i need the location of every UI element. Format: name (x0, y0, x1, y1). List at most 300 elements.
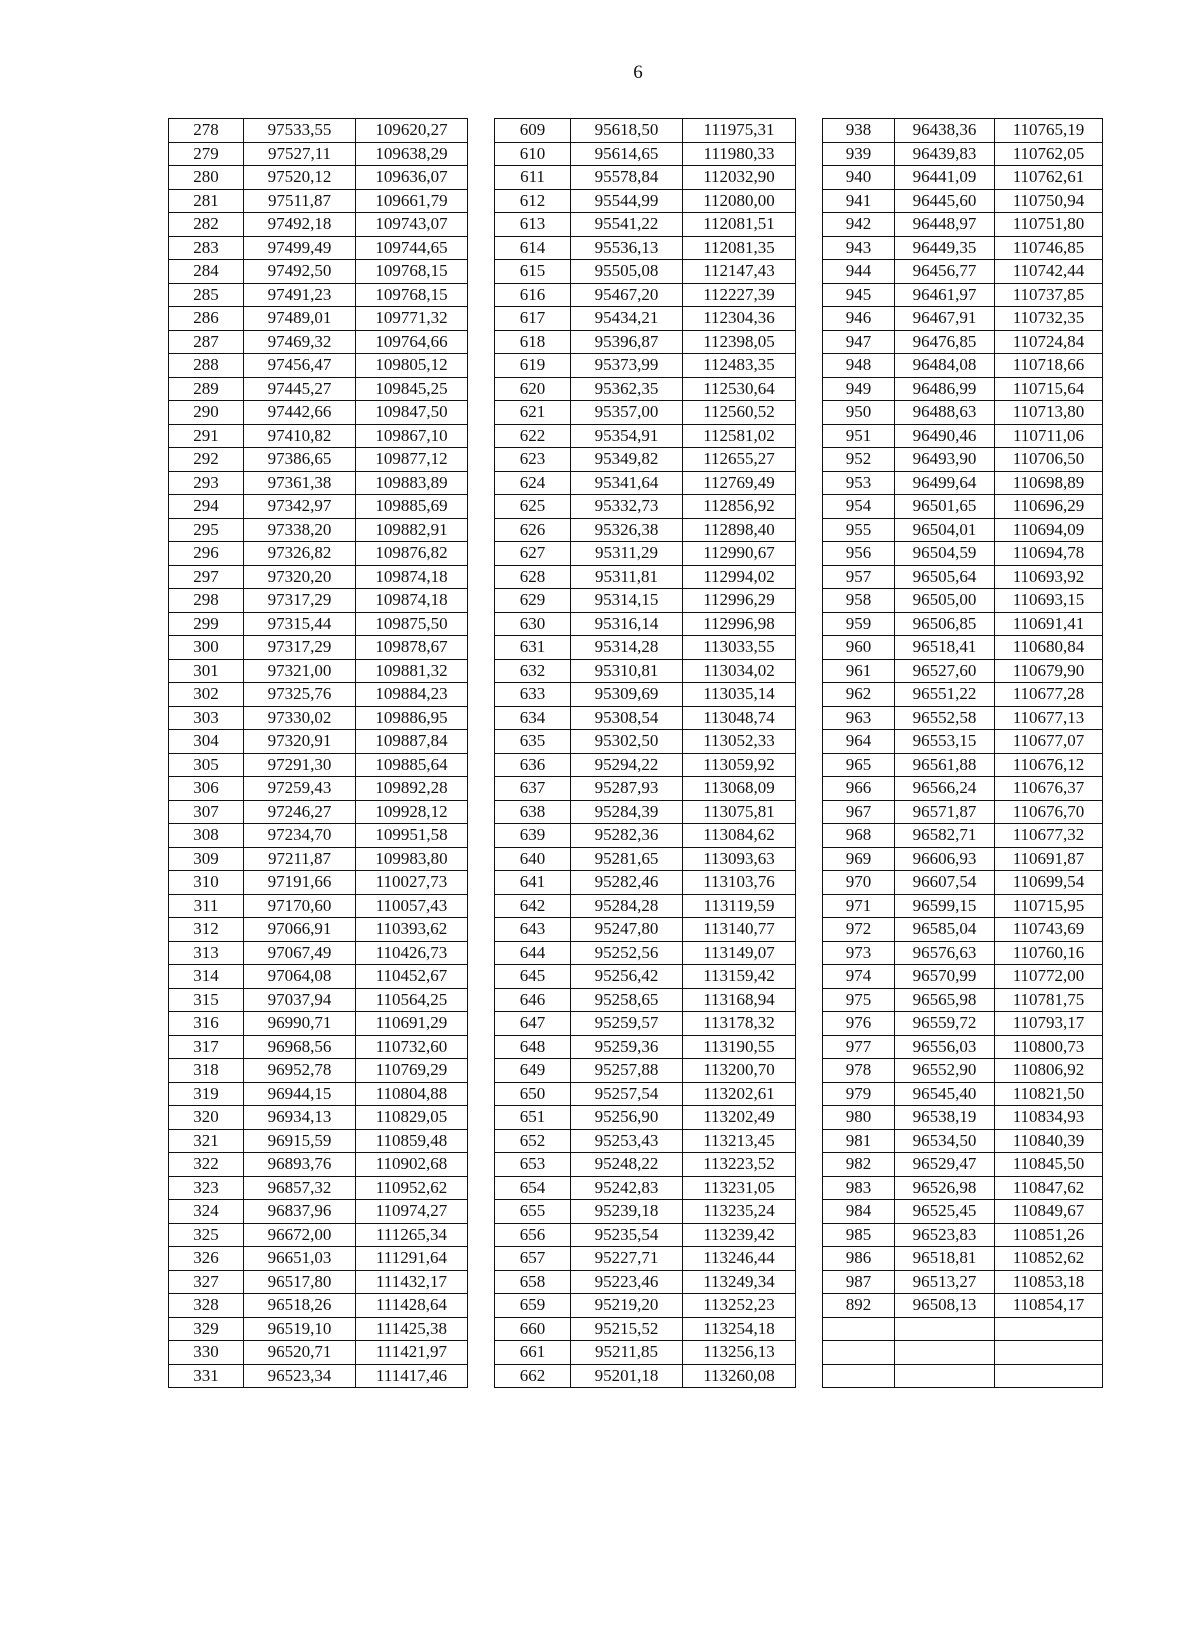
point-number-cell: 613 (495, 213, 571, 237)
y-coordinate-cell: 113035,14 (683, 683, 796, 707)
point-number-cell: 970 (823, 871, 895, 895)
point-number-cell: 642 (495, 894, 571, 918)
column-gap (796, 1341, 823, 1365)
point-number-cell: 982 (823, 1153, 895, 1177)
point-number-cell: 892 (823, 1294, 895, 1318)
point-number-cell: 962 (823, 683, 895, 707)
point-number-cell: 945 (823, 283, 895, 307)
point-number-cell: 308 (169, 824, 244, 848)
point-number-cell: 650 (495, 1082, 571, 1106)
table-row (169, 518, 1103, 542)
x-coordinate-cell: 96565,98 (895, 988, 995, 1012)
point-number-cell: 329 (169, 1317, 244, 1341)
column-gap (796, 260, 823, 284)
x-coordinate-cell: 95396,87 (571, 330, 683, 354)
x-coordinate-cell: 97320,91 (244, 730, 356, 754)
column-gap (796, 518, 823, 542)
column-gap (796, 236, 823, 260)
table-row (169, 307, 1103, 331)
y-coordinate-cell: 110027,73 (356, 871, 468, 895)
point-number-cell: 977 (823, 1035, 895, 1059)
point-number-cell: 286 (169, 307, 244, 331)
point-number-cell: 657 (495, 1247, 571, 1271)
point-number-cell: 652 (495, 1129, 571, 1153)
column-gap (796, 142, 823, 166)
point-number-cell: 330 (169, 1341, 244, 1365)
x-coordinate-cell: 95257,88 (571, 1059, 683, 1083)
x-coordinate-cell: 95227,71 (571, 1247, 683, 1271)
point-number-cell: 938 (823, 119, 895, 143)
y-coordinate-cell: 110952,62 (356, 1176, 468, 1200)
column-gap (468, 424, 495, 448)
x-coordinate-cell: 95257,54 (571, 1082, 683, 1106)
column-gap (468, 542, 495, 566)
y-coordinate-cell: 109876,82 (356, 542, 468, 566)
x-coordinate-cell: 95332,73 (571, 495, 683, 519)
point-number-cell: 944 (823, 260, 895, 284)
y-coordinate-cell: 109867,10 (356, 424, 468, 448)
table-row (169, 988, 1103, 1012)
x-coordinate-cell: 97246,27 (244, 800, 356, 824)
y-coordinate-cell: 113048,74 (683, 706, 796, 730)
y-coordinate-cell: 110696,29 (995, 495, 1103, 519)
column-gap (468, 777, 495, 801)
x-coordinate-cell: 96857,32 (244, 1176, 356, 1200)
x-coordinate-cell: 96518,41 (895, 636, 995, 660)
x-coordinate-cell: 97445,27 (244, 377, 356, 401)
point-number-cell: 633 (495, 683, 571, 707)
point-number-cell: 322 (169, 1153, 244, 1177)
y-coordinate-cell: 109928,12 (356, 800, 468, 824)
point-number-cell: 294 (169, 495, 244, 519)
y-coordinate-cell: 110760,16 (995, 941, 1103, 965)
x-coordinate-cell: 95544,99 (571, 189, 683, 213)
x-coordinate-cell: 96518,26 (244, 1294, 356, 1318)
y-coordinate-cell: 112898,40 (683, 518, 796, 542)
page-number: 6 (633, 62, 643, 83)
table-row (169, 1035, 1103, 1059)
x-coordinate-cell: 97410,82 (244, 424, 356, 448)
x-coordinate-cell: 96551,22 (895, 683, 995, 707)
y-coordinate-cell: 110840,39 (995, 1129, 1103, 1153)
table-row (169, 1270, 1103, 1294)
y-coordinate-cell: 111421,97 (356, 1341, 468, 1365)
y-coordinate-cell: 109878,67 (356, 636, 468, 660)
point-number-cell: 660 (495, 1317, 571, 1341)
point-number-cell: 965 (823, 753, 895, 777)
x-coordinate-cell: 97499,49 (244, 236, 356, 260)
x-coordinate-cell: 95219,20 (571, 1294, 683, 1318)
table-row (169, 495, 1103, 519)
y-coordinate-cell: 110691,41 (995, 612, 1103, 636)
x-coordinate-cell: 95341,64 (571, 471, 683, 495)
point-number-cell: 319 (169, 1082, 244, 1106)
x-coordinate-cell: 96486,99 (895, 377, 995, 401)
x-coordinate-cell: 96990,71 (244, 1012, 356, 1036)
point-number-cell: 943 (823, 236, 895, 260)
y-coordinate-cell: 109744,65 (356, 236, 468, 260)
table-row (169, 918, 1103, 942)
x-coordinate-cell: 96556,03 (895, 1035, 995, 1059)
point-number-cell: 290 (169, 401, 244, 425)
table-row (169, 189, 1103, 213)
point-number-cell: 958 (823, 589, 895, 613)
x-coordinate-cell: 96552,58 (895, 706, 995, 730)
column-gap (796, 213, 823, 237)
table-row (169, 824, 1103, 848)
column-gap (468, 1059, 495, 1083)
column-gap (468, 1341, 495, 1365)
x-coordinate-cell: 96501,65 (895, 495, 995, 519)
coordinates-table (168, 118, 1103, 1388)
column-gap (796, 730, 823, 754)
column-gap (468, 377, 495, 401)
y-coordinate-cell: 111291,64 (356, 1247, 468, 1271)
column-gap (796, 471, 823, 495)
table-row (169, 142, 1103, 166)
y-coordinate-cell (995, 1341, 1103, 1365)
y-coordinate-cell: 112081,51 (683, 213, 796, 237)
y-coordinate-cell: 113249,34 (683, 1270, 796, 1294)
column-gap (796, 166, 823, 190)
y-coordinate-cell: 113059,92 (683, 753, 796, 777)
x-coordinate-cell: 95282,46 (571, 871, 683, 895)
y-coordinate-cell: 109875,50 (356, 612, 468, 636)
x-coordinate-cell: 96534,50 (895, 1129, 995, 1153)
y-coordinate-cell: 113202,49 (683, 1106, 796, 1130)
table-row (169, 730, 1103, 754)
point-number-cell: 615 (495, 260, 571, 284)
column-gap (796, 448, 823, 472)
point-number-cell: 295 (169, 518, 244, 542)
point-number-cell: 643 (495, 918, 571, 942)
point-number-cell: 647 (495, 1012, 571, 1036)
point-number-cell: 984 (823, 1200, 895, 1224)
y-coordinate-cell: 109887,84 (356, 730, 468, 754)
table-row (169, 565, 1103, 589)
x-coordinate-cell: 96456,77 (895, 260, 995, 284)
point-number-cell: 638 (495, 800, 571, 824)
y-coordinate-cell: 112147,43 (683, 260, 796, 284)
point-number-cell: 948 (823, 354, 895, 378)
point-number-cell: 284 (169, 260, 244, 284)
y-coordinate-cell: 109620,27 (356, 119, 468, 143)
y-coordinate-cell: 110393,62 (356, 918, 468, 942)
x-coordinate-cell: 97315,44 (244, 612, 356, 636)
column-gap (468, 142, 495, 166)
x-coordinate-cell: 96484,08 (895, 354, 995, 378)
y-coordinate-cell (995, 1364, 1103, 1388)
table-row (169, 1341, 1103, 1365)
point-number-cell: 950 (823, 401, 895, 425)
y-coordinate-cell: 113140,77 (683, 918, 796, 942)
column-gap (468, 1082, 495, 1106)
x-coordinate-cell: 96439,83 (895, 142, 995, 166)
point-number-cell: 654 (495, 1176, 571, 1200)
x-coordinate-cell: 96968,56 (244, 1035, 356, 1059)
y-coordinate-cell: 109768,15 (356, 283, 468, 307)
point-number-cell: 955 (823, 518, 895, 542)
y-coordinate-cell: 110772,00 (995, 965, 1103, 989)
point-number-cell: 296 (169, 542, 244, 566)
point-number-cell: 618 (495, 330, 571, 354)
x-coordinate-cell: 96672,00 (244, 1223, 356, 1247)
table-row (169, 354, 1103, 378)
x-coordinate-cell: 97321,00 (244, 659, 356, 683)
x-coordinate-cell: 95309,69 (571, 683, 683, 707)
y-coordinate-cell: 113075,81 (683, 800, 796, 824)
point-number-cell: 946 (823, 307, 895, 331)
x-coordinate-cell: 97064,08 (244, 965, 356, 989)
y-coordinate-cell: 112994,02 (683, 565, 796, 589)
y-coordinate-cell: 109983,80 (356, 847, 468, 871)
point-number-cell: 939 (823, 142, 895, 166)
column-gap (796, 659, 823, 683)
x-coordinate-cell: 96504,59 (895, 542, 995, 566)
y-coordinate-cell: 112080,00 (683, 189, 796, 213)
y-coordinate-cell: 112560,52 (683, 401, 796, 425)
x-coordinate-cell: 96499,64 (895, 471, 995, 495)
y-coordinate-cell: 110711,06 (995, 424, 1103, 448)
column-gap (468, 941, 495, 965)
point-number-cell: 985 (823, 1223, 895, 1247)
table-row (169, 1294, 1103, 1318)
column-gap (796, 1200, 823, 1224)
x-coordinate-cell: 96606,93 (895, 847, 995, 871)
x-coordinate-cell: 95242,83 (571, 1176, 683, 1200)
point-number-cell: 967 (823, 800, 895, 824)
column-gap (796, 706, 823, 730)
table-row (169, 871, 1103, 895)
column-gap (468, 1012, 495, 1036)
y-coordinate-cell: 113260,08 (683, 1364, 796, 1388)
x-coordinate-cell: 95614,65 (571, 142, 683, 166)
x-coordinate-cell: 96944,15 (244, 1082, 356, 1106)
x-coordinate-cell: 96526,98 (895, 1176, 995, 1200)
point-number-cell: 651 (495, 1106, 571, 1130)
y-coordinate-cell: 113223,52 (683, 1153, 796, 1177)
table-row (169, 401, 1103, 425)
table-row (169, 1364, 1103, 1388)
y-coordinate-cell: 110765,19 (995, 119, 1103, 143)
column-gap (796, 1176, 823, 1200)
point-number-cell: 310 (169, 871, 244, 895)
point-number-cell: 309 (169, 847, 244, 871)
table-row (169, 847, 1103, 871)
x-coordinate-cell: 97325,76 (244, 683, 356, 707)
x-coordinate-cell: 96552,90 (895, 1059, 995, 1083)
x-coordinate-cell: 95284,28 (571, 894, 683, 918)
x-coordinate-cell: 95357,00 (571, 401, 683, 425)
y-coordinate-cell: 110426,73 (356, 941, 468, 965)
y-coordinate-cell: 109661,79 (356, 189, 468, 213)
x-coordinate-cell: 95316,14 (571, 612, 683, 636)
y-coordinate-cell: 110715,95 (995, 894, 1103, 918)
y-coordinate-cell: 110706,50 (995, 448, 1103, 472)
x-coordinate-cell: 97259,43 (244, 777, 356, 801)
table-row (169, 589, 1103, 613)
column-gap (796, 354, 823, 378)
x-coordinate-cell: 96915,59 (244, 1129, 356, 1153)
coordinates-table-body (169, 119, 1103, 1388)
column-gap (468, 1270, 495, 1294)
column-gap (468, 330, 495, 354)
y-coordinate-cell: 113200,70 (683, 1059, 796, 1083)
x-coordinate-cell: 96467,91 (895, 307, 995, 331)
y-coordinate-cell: 113213,45 (683, 1129, 796, 1153)
column-gap (796, 941, 823, 965)
x-coordinate-cell: 96504,01 (895, 518, 995, 542)
x-coordinate-cell: 95235,54 (571, 1223, 683, 1247)
y-coordinate-cell: 112581,02 (683, 424, 796, 448)
y-coordinate-cell: 113033,55 (683, 636, 796, 660)
column-gap (796, 1153, 823, 1177)
x-coordinate-cell: 96561,88 (895, 753, 995, 777)
column-gap (468, 847, 495, 871)
column-gap (468, 800, 495, 824)
point-number-cell: 980 (823, 1106, 895, 1130)
y-coordinate-cell: 110781,75 (995, 988, 1103, 1012)
point-number-cell: 954 (823, 495, 895, 519)
x-coordinate-cell: 96523,34 (244, 1364, 356, 1388)
y-coordinate-cell: 110715,64 (995, 377, 1103, 401)
x-coordinate-cell: 96553,15 (895, 730, 995, 754)
column-gap (796, 918, 823, 942)
x-coordinate-cell: 96571,87 (895, 800, 995, 824)
y-coordinate-cell: 110751,80 (995, 213, 1103, 237)
x-coordinate-cell: 95239,18 (571, 1200, 683, 1224)
table-row (169, 213, 1103, 237)
y-coordinate-cell: 113119,59 (683, 894, 796, 918)
x-coordinate-cell: 95354,91 (571, 424, 683, 448)
point-number-cell: 973 (823, 941, 895, 965)
column-gap (468, 730, 495, 754)
point-number-cell: 289 (169, 377, 244, 401)
point-number-cell: 307 (169, 800, 244, 824)
point-number-cell: 292 (169, 448, 244, 472)
y-coordinate-cell: 110793,17 (995, 1012, 1103, 1036)
table-row (169, 260, 1103, 284)
point-number-cell (823, 1341, 895, 1365)
table-row (169, 1200, 1103, 1224)
x-coordinate-cell: 95248,22 (571, 1153, 683, 1177)
point-number-cell: 971 (823, 894, 895, 918)
table-row (169, 753, 1103, 777)
y-coordinate-cell: 110974,27 (356, 1200, 468, 1224)
y-coordinate-cell: 110829,05 (356, 1106, 468, 1130)
point-number-cell: 627 (495, 542, 571, 566)
point-number-cell: 662 (495, 1364, 571, 1388)
y-coordinate-cell: 109743,07 (356, 213, 468, 237)
table-row (169, 424, 1103, 448)
column-gap (468, 1035, 495, 1059)
point-number-cell: 624 (495, 471, 571, 495)
x-coordinate-cell: 95284,39 (571, 800, 683, 824)
y-coordinate-cell: 113159,42 (683, 965, 796, 989)
column-gap (796, 800, 823, 824)
x-coordinate-cell: 96893,76 (244, 1153, 356, 1177)
x-coordinate-cell: 96490,46 (895, 424, 995, 448)
x-coordinate-cell: 97511,87 (244, 189, 356, 213)
x-coordinate-cell: 96513,27 (895, 1270, 995, 1294)
column-gap (796, 424, 823, 448)
column-gap (796, 894, 823, 918)
column-gap (468, 495, 495, 519)
table-row (169, 377, 1103, 401)
point-number-cell: 956 (823, 542, 895, 566)
column-gap (468, 189, 495, 213)
y-coordinate-cell: 113084,62 (683, 824, 796, 848)
column-gap (468, 706, 495, 730)
x-coordinate-cell: 96651,03 (244, 1247, 356, 1271)
point-number-cell: 611 (495, 166, 571, 190)
y-coordinate-cell: 110902,68 (356, 1153, 468, 1177)
point-number-cell: 285 (169, 283, 244, 307)
point-number-cell: 641 (495, 871, 571, 895)
column-gap (468, 636, 495, 660)
column-gap (468, 213, 495, 237)
column-gap (468, 1106, 495, 1130)
x-coordinate-cell: 95311,29 (571, 542, 683, 566)
y-coordinate-cell: 110743,69 (995, 918, 1103, 942)
y-coordinate-cell: 110676,70 (995, 800, 1103, 824)
point-number-cell: 640 (495, 847, 571, 871)
point-number-cell: 316 (169, 1012, 244, 1036)
point-number-cell: 953 (823, 471, 895, 495)
point-number-cell: 972 (823, 918, 895, 942)
y-coordinate-cell: 109884,23 (356, 683, 468, 707)
y-coordinate-cell: 110676,12 (995, 753, 1103, 777)
y-coordinate-cell: 113246,44 (683, 1247, 796, 1271)
column-gap (796, 189, 823, 213)
y-coordinate-cell: 109845,25 (356, 377, 468, 401)
column-gap (468, 307, 495, 331)
table-row (169, 1106, 1103, 1130)
point-number-cell: 636 (495, 753, 571, 777)
column-gap (468, 1247, 495, 1271)
x-coordinate-cell: 95578,84 (571, 166, 683, 190)
x-coordinate-cell: 96438,36 (895, 119, 995, 143)
y-coordinate-cell: 110677,13 (995, 706, 1103, 730)
x-coordinate-cell: 96506,85 (895, 612, 995, 636)
column-gap (468, 753, 495, 777)
x-coordinate-cell (895, 1341, 995, 1365)
y-coordinate-cell: 113252,23 (683, 1294, 796, 1318)
x-coordinate-cell: 96599,15 (895, 894, 995, 918)
point-number-cell: 323 (169, 1176, 244, 1200)
x-coordinate-cell: 95287,93 (571, 777, 683, 801)
y-coordinate-cell: 110762,05 (995, 142, 1103, 166)
y-coordinate-cell: 113034,02 (683, 659, 796, 683)
table-row (169, 1059, 1103, 1083)
column-gap (796, 1106, 823, 1130)
x-coordinate-cell: 95256,90 (571, 1106, 683, 1130)
y-coordinate-cell: 112483,35 (683, 354, 796, 378)
x-coordinate-cell: 96488,63 (895, 401, 995, 425)
x-coordinate-cell (895, 1317, 995, 1341)
point-number-cell: 328 (169, 1294, 244, 1318)
point-number-cell: 616 (495, 283, 571, 307)
y-coordinate-cell: 109638,29 (356, 142, 468, 166)
column-gap (796, 871, 823, 895)
y-coordinate-cell: 112996,29 (683, 589, 796, 613)
point-number-cell: 301 (169, 659, 244, 683)
y-coordinate-cell: 109892,28 (356, 777, 468, 801)
x-coordinate-cell: 96582,71 (895, 824, 995, 848)
x-coordinate-cell: 95308,54 (571, 706, 683, 730)
point-number-cell: 300 (169, 636, 244, 660)
point-number-cell: 625 (495, 495, 571, 519)
